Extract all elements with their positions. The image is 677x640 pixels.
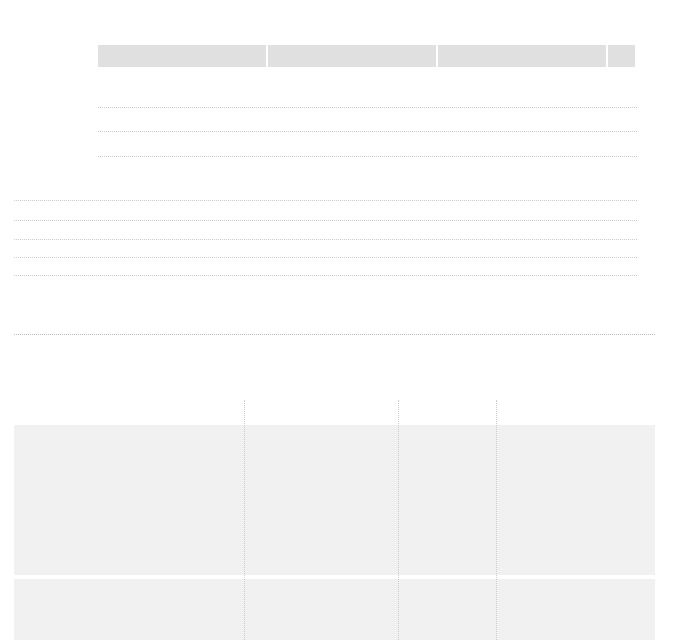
gridline [98,107,637,108]
column-separator [398,400,399,640]
row-intervalo [14,220,637,240]
section-divider [14,334,655,335]
column-separator [496,400,497,640]
wam-header-row [14,400,655,424]
day-header [268,45,436,67]
wave-height-chart [14,92,637,180]
row-altura [14,181,637,201]
day-header [98,45,266,67]
row-vel-viento [14,238,637,258]
gridline [98,156,637,157]
wam-day-bg [14,579,655,640]
day-header [438,45,606,67]
column-separator [244,400,245,640]
day-header [608,45,635,67]
row-dir-viento [14,256,637,276]
gridline [98,131,637,132]
row-dir-olas [14,201,637,221]
wam-day-bg [14,425,655,575]
